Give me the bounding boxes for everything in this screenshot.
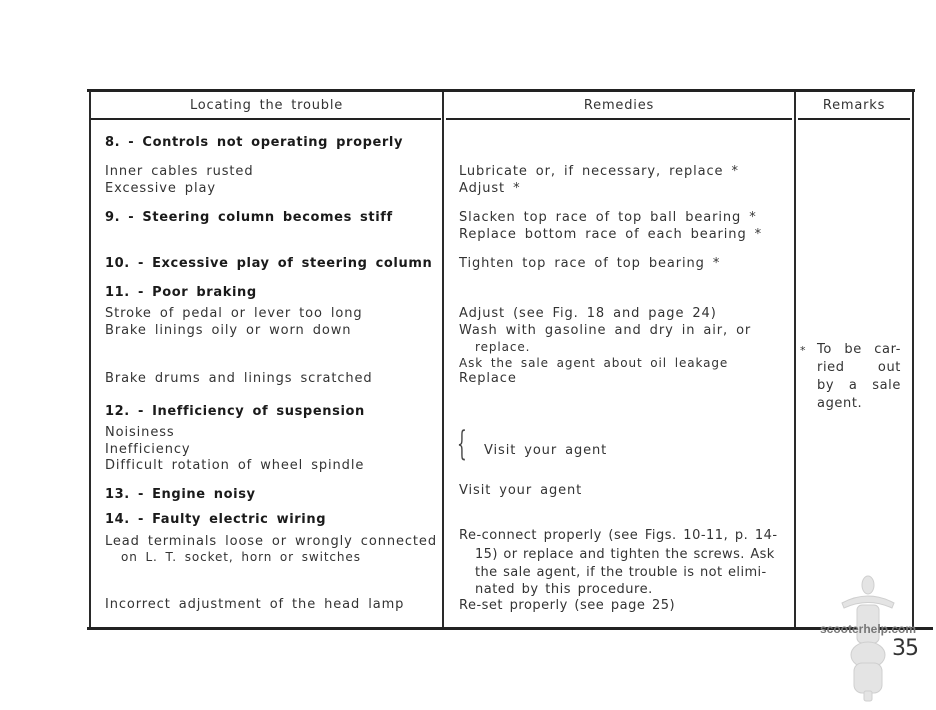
remark-line: ried out bbox=[817, 360, 901, 375]
remark-line: To be car- bbox=[817, 342, 901, 357]
trouble-item: Noisiness bbox=[105, 425, 175, 440]
remedy-item: Visit your agent bbox=[459, 483, 583, 498]
section-title-13: 13. - Engine noisy bbox=[105, 487, 256, 502]
remark-line: by a sale bbox=[817, 378, 901, 393]
remedy-item: nated by this procedure. bbox=[475, 582, 653, 597]
page-number: 35 bbox=[892, 636, 918, 661]
trouble-item: Difficult rotation of wheel spindle bbox=[105, 458, 365, 473]
trouble-item: Incorrect adjustment of the head lamp bbox=[105, 597, 405, 612]
trouble-item: on L. T. socket, horn or switches bbox=[121, 550, 361, 564]
curly-brace-icon: { bbox=[456, 424, 467, 464]
section-title-10: 10. - Excessive play of steering column bbox=[105, 256, 433, 271]
watermark-text: scooterhelp.com bbox=[820, 622, 917, 636]
remedy-item: Adjust (see Fig. 18 and page 24) bbox=[459, 306, 717, 321]
table-left-border bbox=[89, 91, 91, 629]
remedy-item: Replace bottom race of each bearing * bbox=[459, 227, 763, 242]
table-top-border bbox=[87, 89, 915, 92]
trouble-item: Excessive play bbox=[105, 181, 216, 196]
trouble-item: Stroke of pedal or lever too long bbox=[105, 306, 363, 321]
header-remarks: Remarks bbox=[822, 98, 886, 113]
header-underline-1 bbox=[91, 118, 441, 120]
column-divider-2 bbox=[794, 92, 796, 628]
trouble-item: Lead terminals loose or wrongly connected bbox=[105, 534, 437, 549]
table-right-border bbox=[912, 92, 914, 628]
section-title-12: 12. - Inefficiency of suspension bbox=[105, 404, 365, 419]
section-title-11: 11. - Poor braking bbox=[105, 285, 257, 300]
remedy-item: Ask the sale agent about oil leakage bbox=[459, 356, 729, 370]
section-title-8: 8. - Controls not operating properly bbox=[105, 135, 404, 150]
trouble-item: Inefficiency bbox=[105, 442, 191, 457]
scooter-watermark-icon bbox=[838, 575, 898, 703]
remedy-item: Wash with gasoline and dry in air, or bbox=[459, 323, 752, 338]
remedy-item: Slacken top race of top ball bearing * bbox=[459, 210, 757, 225]
section-title-9: 9. - Steering column becomes stiff bbox=[105, 210, 393, 225]
trouble-item: Brake drums and linings scratched bbox=[105, 371, 373, 386]
header-remedies: Remedies bbox=[583, 98, 655, 113]
header-locating-trouble: Locating the trouble bbox=[189, 98, 344, 113]
remedy-item: Re-connect properly (see Figs. 10-11, p. 14- bbox=[459, 528, 778, 543]
header-underline-2 bbox=[446, 118, 792, 120]
remark-marker: * bbox=[800, 344, 807, 357]
section-title-14: 14. - Faulty electric wiring bbox=[105, 512, 327, 527]
remedy-item: Re-set properly (see page 25) bbox=[459, 598, 676, 613]
remark-line: agent. bbox=[817, 396, 863, 411]
trouble-item: Brake linings oily or worn down bbox=[105, 323, 352, 338]
remedy-item: Tighten top race of top bearing * bbox=[459, 256, 721, 271]
remedy-item: 15) or replace and tighten the screws. Ask bbox=[475, 547, 775, 562]
remedy-item: Visit your agent bbox=[484, 443, 608, 458]
remedy-item: Adjust * bbox=[459, 181, 521, 196]
column-divider-1 bbox=[442, 92, 444, 628]
remedy-item: Lubricate or, if necessary, replace * bbox=[459, 164, 739, 179]
remedy-item: replace. bbox=[475, 340, 531, 354]
header-underline-3 bbox=[798, 118, 910, 120]
table-bottom-border bbox=[87, 627, 933, 630]
trouble-item: Inner cables rusted bbox=[105, 164, 254, 179]
remedy-item: the sale agent, if the trouble is not elimi- bbox=[475, 565, 767, 580]
remedy-item: Replace bbox=[459, 371, 517, 386]
